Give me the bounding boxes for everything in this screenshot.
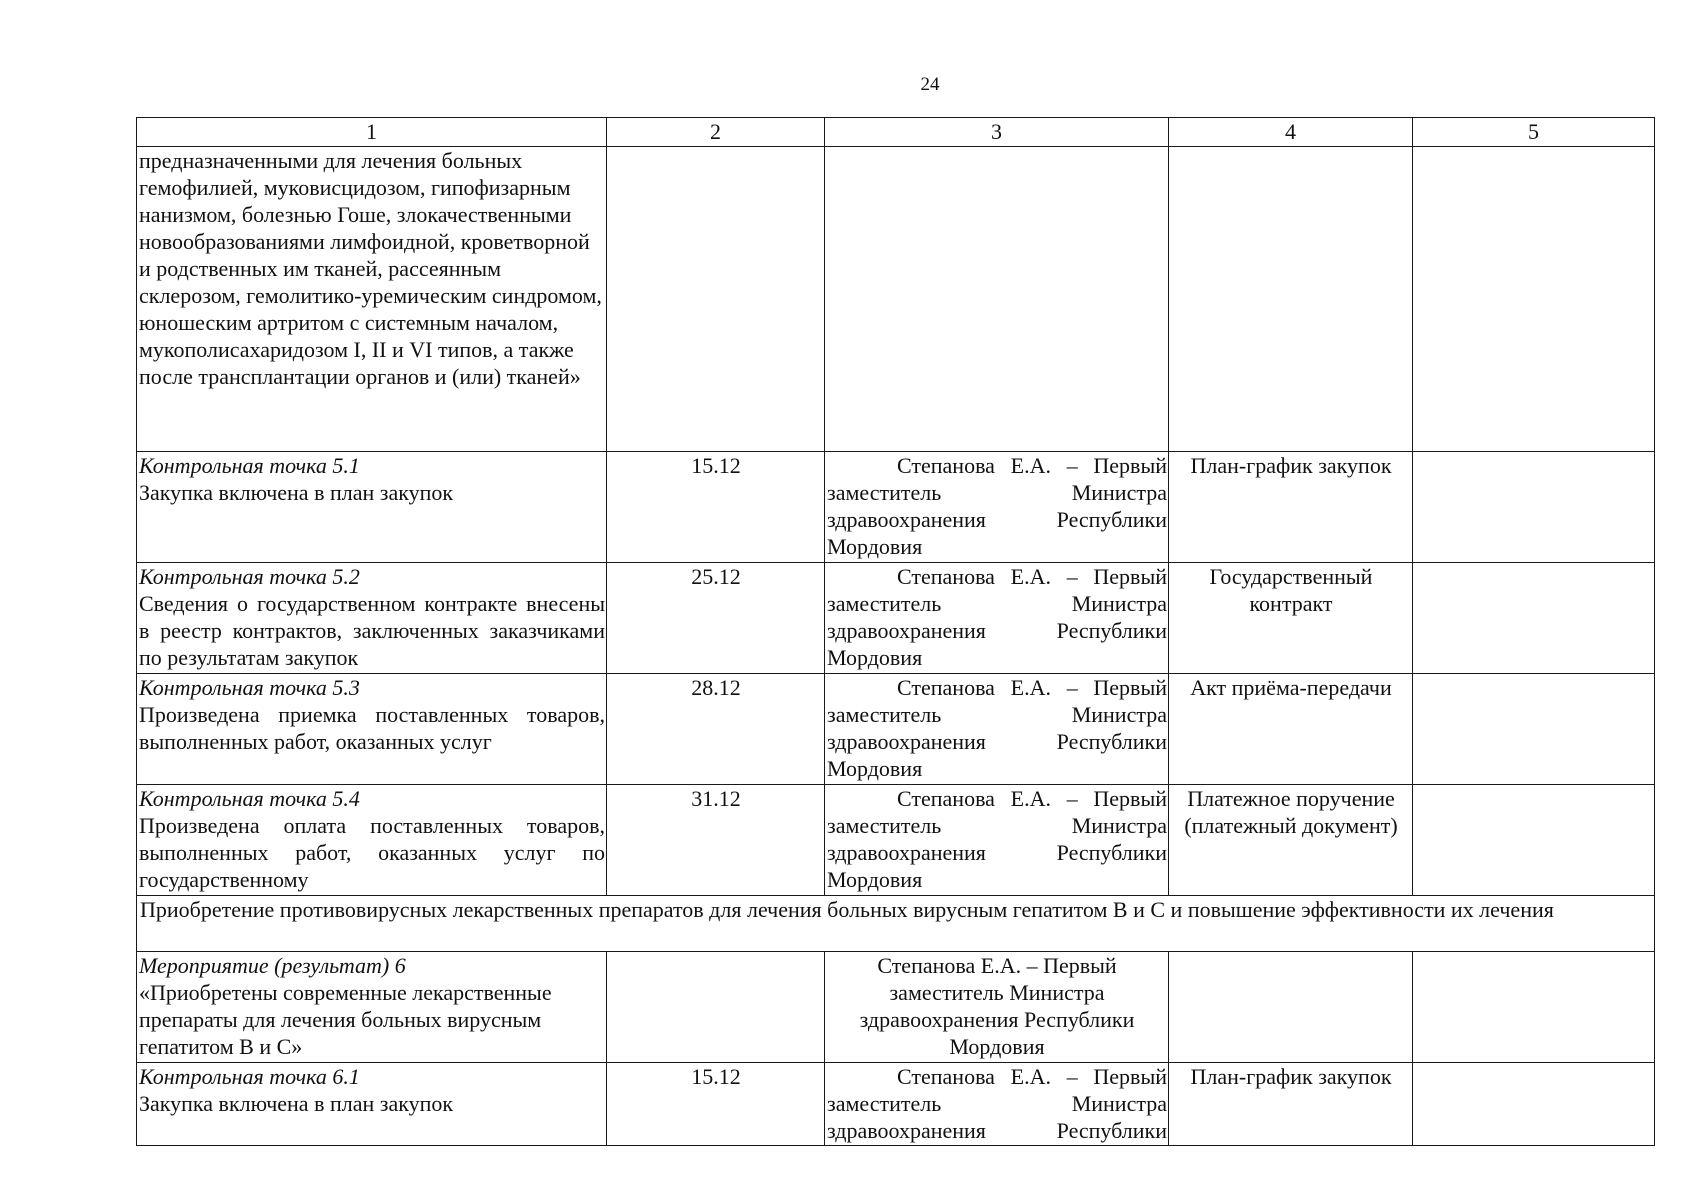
control-point-title: Контрольная точка 6.1 (139, 1064, 360, 1089)
row-responsible (825, 952, 1169, 1063)
header-col-1: 1 (137, 118, 607, 147)
event-desc: «Приобретены современные лекарственные препараты для лечения больных вирусным гепатитом В и С» (139, 980, 552, 1059)
row-description (137, 952, 607, 1063)
row-responsible (825, 1063, 1169, 1146)
header-col-2: 2 (607, 118, 825, 147)
row-col5 (1413, 147, 1655, 452)
row-document: Государственный контракт (1169, 563, 1413, 674)
row-col5 (1413, 785, 1655, 896)
responsible-text-end: Мордовия (827, 534, 923, 559)
page-number: 24 (920, 74, 940, 95)
responsible-text-end: Мордовия (827, 756, 923, 781)
row-description (137, 452, 607, 563)
row-date: 15.12 (607, 452, 825, 563)
row-col5 (1413, 952, 1655, 1063)
row-description (137, 674, 607, 785)
row-description (137, 1063, 607, 1146)
table-row (137, 1063, 1655, 1146)
event-title: Мероприятие (результат) 6 (139, 953, 406, 978)
table-row (137, 952, 1655, 1063)
row-date (607, 952, 825, 1063)
responsible-text-end: Мордовия (827, 645, 923, 670)
control-point-desc: Сведения о государственном контракте внесены в реестр контрактов, заключенных заказчиками по результатам закупок (139, 591, 605, 670)
row-col5 (1413, 563, 1655, 674)
row-document: План-график закупок (1169, 452, 1413, 563)
table-row (137, 147, 1655, 452)
row-col5 (1413, 452, 1655, 563)
control-point-title: Контрольная точка 5.1 (139, 453, 360, 478)
row-responsible (825, 452, 1169, 563)
row-responsible (825, 674, 1169, 785)
responsible-text: Степанова Е.А. – Первый заместитель Министра здравоохранения Республики (827, 564, 1167, 643)
row-description (137, 563, 607, 674)
row-document: Акт приёма-передачи (1169, 674, 1413, 785)
table-header-row (137, 118, 1655, 147)
header-col-3: 3 (825, 118, 1169, 147)
table-row (137, 563, 1655, 674)
control-point-title: Контрольная точка 5.4 (139, 786, 360, 811)
row-col5 (1413, 674, 1655, 785)
control-point-title: Контрольная точка 5.3 (139, 675, 360, 700)
row-document: Платежное поручение (платежный документ) (1169, 785, 1413, 896)
row-description: предназначенными для лечения больных гемофилией, муковисцидозом, гипофизарным нанизмом, болезнью Гоше, злокачественными новообразованиями лимфоидной, кроветворной и родственных им тканей, рассеянным склерозом, гемолитико-уремическим синдромом, юношеским артритом с системным началом, мукополисахаридозом I, II и VI типов, а также после трансплантации органов и (или) тканей» (137, 147, 607, 452)
row-responsible (825, 785, 1169, 896)
row-document (1169, 147, 1413, 452)
control-point-desc: Закупка включена в план закупок (139, 1091, 454, 1116)
control-point-desc: Произведена приемка поставленных товаров, выполненных работ, оказанных услуг (139, 702, 605, 754)
row-date: 28.12 (607, 674, 825, 785)
row-description (137, 785, 607, 896)
row-date: 15.12 (607, 1063, 825, 1146)
section-row (137, 896, 1655, 952)
section-heading: Приобретение противовирусных лекарственных препаратов для лечения больных вирусным гепатитом В и С и повышение эффективности их лечения (137, 896, 1655, 952)
header-col-5: 5 (1413, 118, 1655, 147)
row-responsible (825, 563, 1169, 674)
row-date (607, 147, 825, 452)
responsible-text: Степанова Е.А. – Первый заместитель Министра здравоохранения Республики (827, 1064, 1167, 1143)
row-date: 25.12 (607, 563, 825, 674)
row-date: 31.12 (607, 785, 825, 896)
row-responsible (825, 147, 1169, 452)
control-point-desc: Произведена оплата поставленных товаров, выполненных работ, оказанных услуг по государственному (139, 813, 605, 892)
row-document (1169, 952, 1413, 1063)
table-row (137, 785, 1655, 896)
row-col5 (1413, 1063, 1655, 1146)
plan-table (136, 117, 1655, 1146)
table-row (137, 674, 1655, 785)
table-row (137, 452, 1655, 563)
responsible-text: Степанова Е.А. – Первый заместитель Министра здравоохранения Республики (827, 786, 1167, 865)
responsible-text: Степанова Е.А. – Первый заместитель Министра здравоохранения Республики (827, 675, 1167, 754)
control-point-title: Контрольная точка 5.2 (139, 564, 360, 589)
row-document: План-график закупок (1169, 1063, 1413, 1146)
responsible-text-end: Мордовия (827, 867, 923, 892)
control-point-desc: Закупка включена в план закупок (139, 480, 454, 505)
header-col-4: 4 (1169, 118, 1413, 147)
responsible-text: Степанова Е.А. – Первый заместитель Министра здравоохранения Республики (827, 453, 1167, 532)
responsible-text: Степанова Е.А. – Первый заместитель Министра здравоохранения Республики Мордовия (859, 953, 1135, 1059)
